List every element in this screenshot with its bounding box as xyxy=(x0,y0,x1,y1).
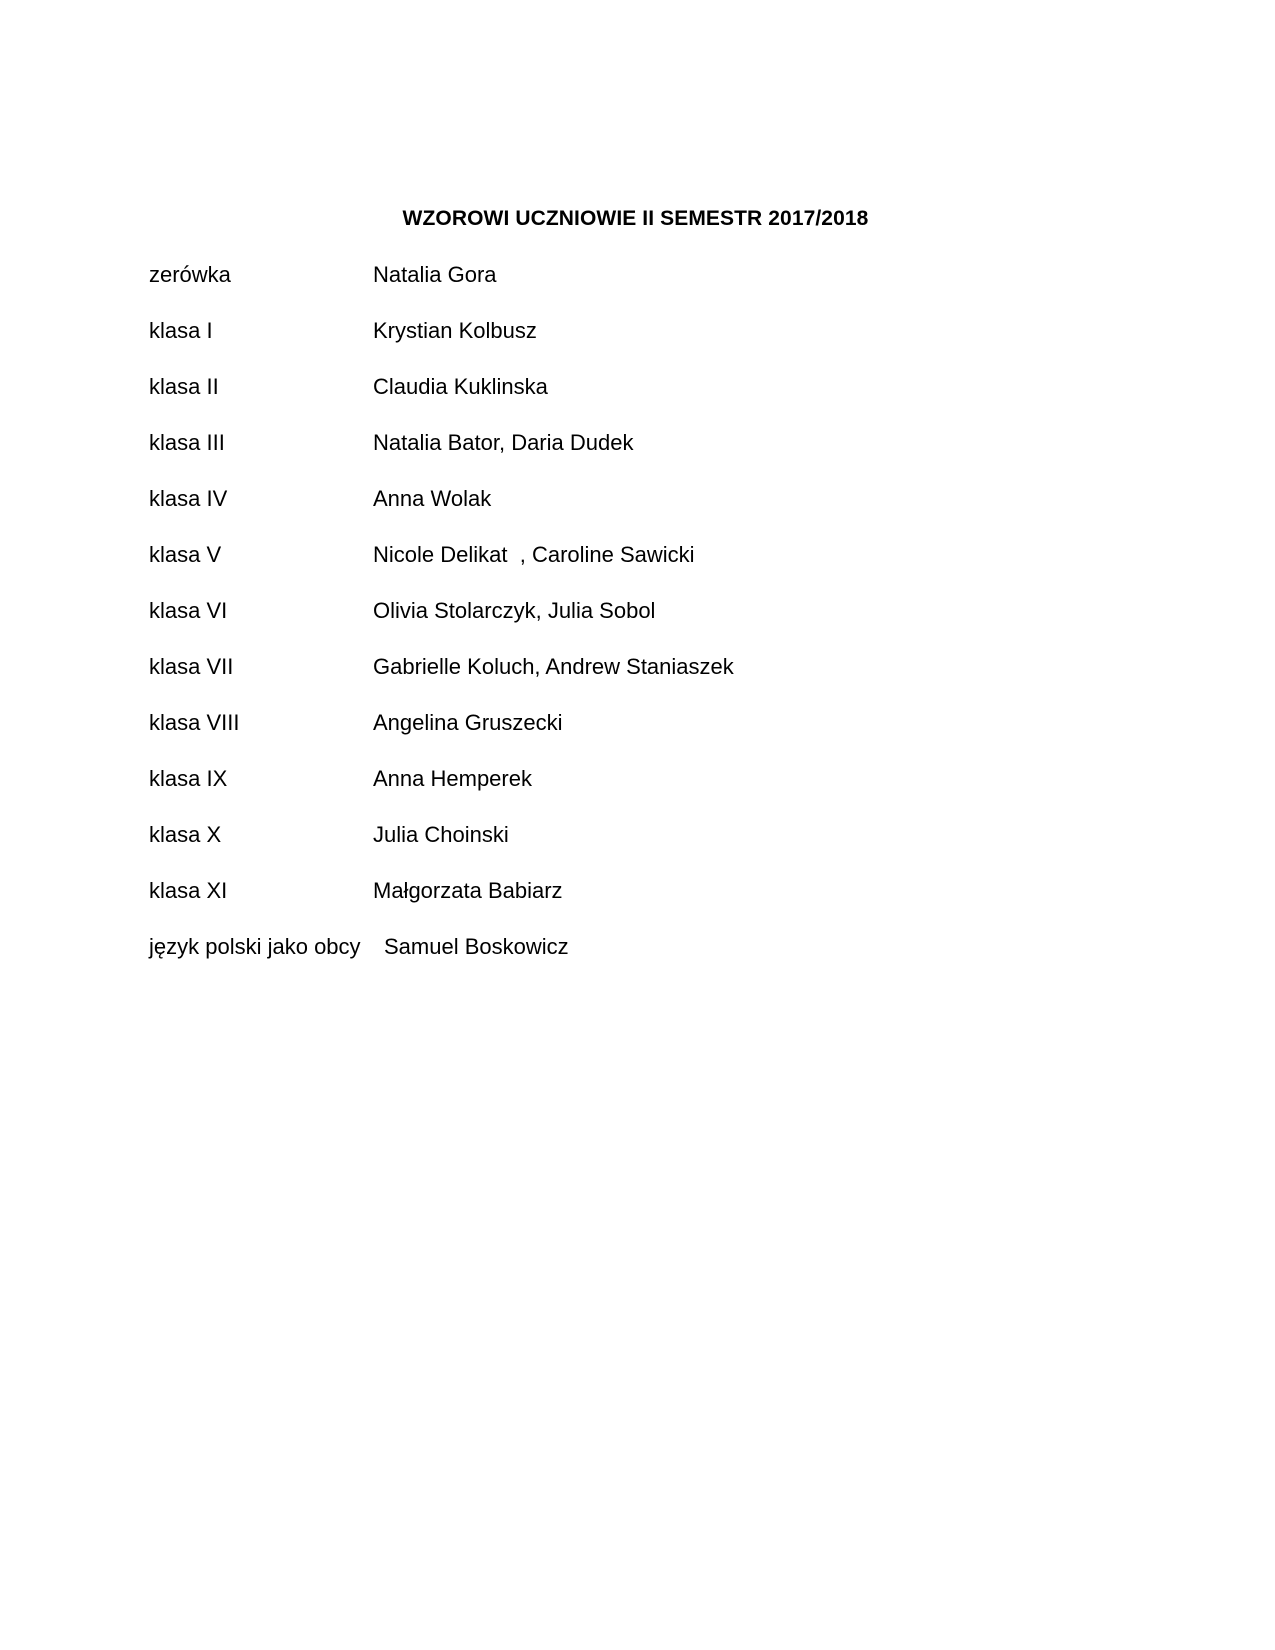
student-names: Claudia Kuklinska xyxy=(373,374,548,399)
list-item xyxy=(149,597,1049,653)
class-label: klasa VI xyxy=(149,598,228,623)
class-list xyxy=(149,261,1049,989)
class-label: klasa V xyxy=(149,542,222,567)
student-names: Angelina Gruszecki xyxy=(373,710,563,735)
class-label: klasa III xyxy=(149,430,225,455)
class-label: klasa XI xyxy=(149,878,228,903)
class-label: klasa VII xyxy=(149,654,234,679)
student-names: Krystian Kolbusz xyxy=(373,318,537,343)
class-label: klasa VIII xyxy=(149,710,240,735)
student-names: Olivia Stolarczyk, Julia Sobol xyxy=(373,598,656,623)
list-item xyxy=(149,317,1049,373)
list-item xyxy=(149,373,1049,429)
class-label: klasa IX xyxy=(149,766,228,791)
student-names: Natalia Gora xyxy=(373,262,497,287)
list-item xyxy=(149,261,1049,317)
student-names: Natalia Bator, Daria Dudek xyxy=(373,430,634,455)
list-item xyxy=(149,933,1049,989)
class-label: klasa II xyxy=(149,374,219,399)
student-names: Małgorzata Babiarz xyxy=(373,878,563,903)
student-names: Anna Hemperek xyxy=(373,766,532,791)
class-label: język polski jako obcy xyxy=(149,934,361,959)
list-item xyxy=(149,541,1049,597)
student-names: Julia Choinski xyxy=(373,822,509,847)
class-label: klasa I xyxy=(149,318,213,343)
class-label: klasa X xyxy=(149,822,222,847)
class-label: zerówka xyxy=(149,262,231,287)
student-names: Gabrielle Koluch, Andrew Staniaszek xyxy=(373,654,734,679)
list-item xyxy=(149,429,1049,485)
student-names: Samuel Boskowicz xyxy=(384,934,569,959)
student-names: Anna Wolak xyxy=(373,486,492,511)
list-item xyxy=(149,485,1049,541)
list-item xyxy=(149,877,1049,933)
page-title: WZOROWI UCZNIOWIE II SEMESTR 2017/2018 xyxy=(402,207,869,230)
list-item xyxy=(149,653,1049,709)
student-names: Nicole Delikat , Caroline Sawicki xyxy=(373,542,695,567)
list-item xyxy=(149,709,1049,765)
list-item xyxy=(149,821,1049,877)
class-label: klasa IV xyxy=(149,486,228,511)
list-item xyxy=(149,765,1049,821)
